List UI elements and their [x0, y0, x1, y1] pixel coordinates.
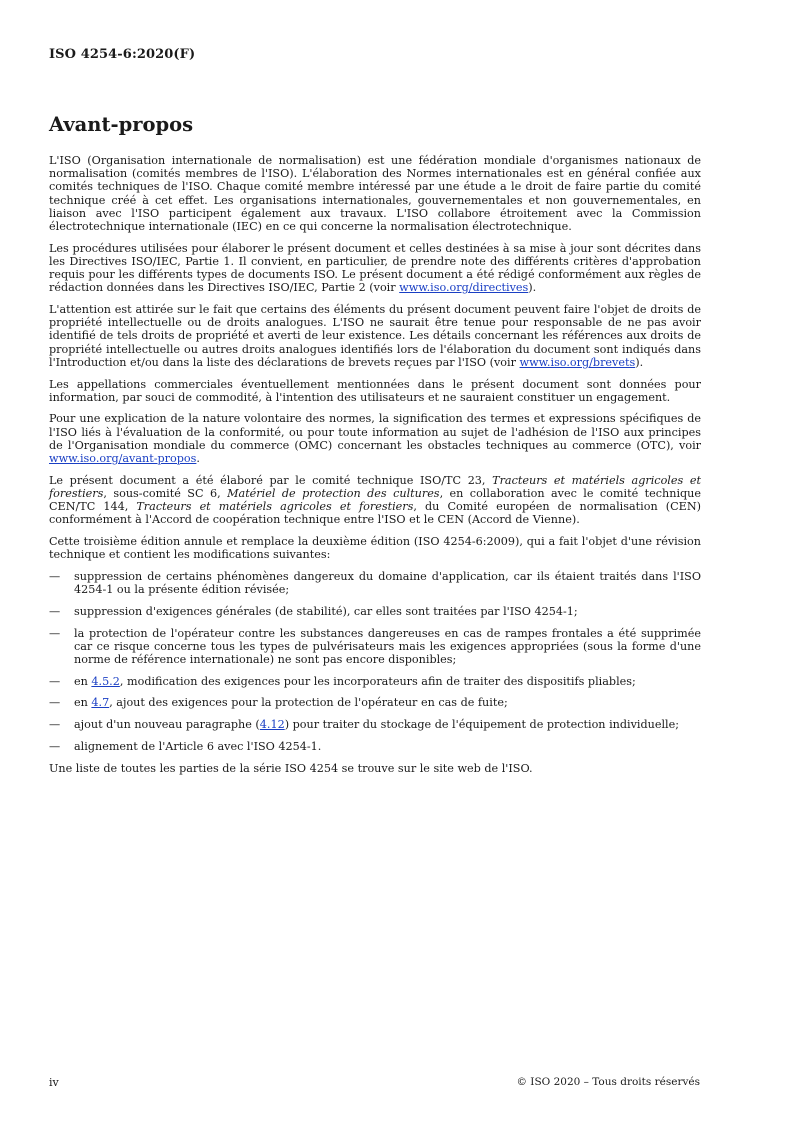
list-item [49, 570, 701, 596]
changes-list [49, 570, 701, 753]
list-item-pre: en [74, 674, 92, 688]
foreword-body [49, 154, 701, 783]
committee-title-sc6: Matériel de protection des cultures [227, 486, 440, 500]
paragraph-trade-names: Les appellations commerciales éventuellement mentionnées dans le présent document sont données pour information, par souci de commodité, à l'intention des utilisateurs et ne sauraient constituer un engagement. [49, 377, 701, 404]
dash-bullet: — [49, 604, 61, 618]
paragraph-procedures-text: Les procédures utilisées pour élaborer le présent document et celles destinées à sa mise à jour sont décrites dans les Directives ISO/IEC, Partie 1. Il convient, en particulier, de prendre note des différents critères d'approbation requis pour les différents types de documents ISO. Le présent document a été rédigé conformément aux règles de rédaction données dans les Directives ISO/IEC, Partie 2 (voir [49, 241, 701, 295]
dash-bullet: — [49, 626, 61, 640]
link-directives[interactable]: www.iso.org/directives [399, 281, 529, 295]
paragraph-procedures-end: ). [528, 281, 537, 295]
list-item [49, 696, 701, 709]
list-item-text: alignement de l'Article 6 avec l'ISO 4254-1. [74, 739, 322, 753]
paragraph-iso-intro: L'ISO (Organisation internationale de normalisation) est une fédération mondiale d'organismes nationaux de normalisation (comités membres de l'ISO). L'élaboration des Normes internationales est en général confiée aux comités techniques de l'ISO. Chaque comité membre intéressé par une étude a le droit de faire partie du comité technique créé à cet effet. Les organisations internationales, gouvernementales et non gouvernementales, en liaison avec l'ISO participent également aux travaux. L'ISO collabore étroitement avec la Commission électrotechnique internationale (IEC) en ce qui concerne la normalisation électrotechnique. [49, 154, 701, 234]
list-item-post: , ajout des exigences pour la protection de l'opérateur en cas de fuite; [109, 696, 508, 710]
link-clause-4-5-2[interactable]: 4.5.2 [91, 674, 120, 688]
paragraph-series-list: Une liste de toutes les parties de la série ISO 4254 se trouve sur le site web de l'ISO. [49, 761, 533, 775]
list-item-post: ) pour traiter du stockage de l'équipement de protection individuelle; [284, 718, 680, 732]
paragraph-patents [49, 303, 701, 369]
paragraph-patents-end: ). [635, 355, 644, 369]
dash-bullet: — [49, 739, 61, 753]
link-avant-propos[interactable]: www.iso.org/avant-propos [49, 452, 197, 466]
paragraph-procedures [49, 242, 701, 295]
link-brevets[interactable]: www.iso.org/brevets [519, 355, 636, 369]
link-clause-4-7[interactable]: 4.7 [91, 696, 110, 710]
paragraph-voluntary-text: Pour une explication de la nature volontaire des normes, la signification des termes et expressions spécifiques de l'ISO liés à l'évaluation de la conformité, ou pour toute information au sujet de l'adhésion de l'ISO aux principes de l'Organisation mondiale du commerce (OMC) concernant les obstacles techniques au commerce (OTC), voir [49, 412, 701, 452]
paragraph-voluntary-nature [49, 412, 701, 465]
dash-bullet: — [49, 674, 61, 688]
list-item-text: suppression de certains phénomènes dangereux du domaine d'application, car ils étaient traités dans l'ISO 4254-1 ou la présente édition révisée; [74, 569, 701, 597]
dash-bullet: — [49, 696, 61, 710]
list-item [49, 605, 701, 618]
dash-bullet: — [49, 569, 61, 583]
document-id-header: ISO 4254-6:2020(F) [49, 47, 196, 62]
list-item-text: la protection de l'opérateur contre les substances dangereuses en cas de rampes frontales a été supprimée car ce risque concerne tous les types de pulvérisateurs mais les exigences appropriées (sous la forme d'une norme de référence internationale) ne sont pas encore disponibles; [74, 626, 701, 666]
section-title: Avant-propos [49, 113, 194, 136]
list-item-pre: ajout d'un nouveau paragraphe ( [74, 718, 260, 732]
committee-text-g: , du Comité européen de normalisation (CEN) conformément à l'Accord de coopération technique entre l'ISO et le CEN (Accord de Vienne). [49, 500, 701, 527]
committee-text-c: , sous-comité SC 6, [103, 486, 228, 500]
committee-text-e: , en collaboration avec le comité technique CEN/TC 144, [49, 486, 702, 514]
link-clause-4-12[interactable]: 4.12 [259, 718, 285, 732]
list-item [49, 627, 701, 667]
paragraph-voluntary-end: . [196, 452, 200, 466]
list-item-text: suppression d'exigences générales (de stabilité), car elles sont traitées par l'ISO 4254-1; [74, 604, 578, 618]
list-item [49, 675, 701, 688]
copyright-notice: © ISO 2020 – Tous droits réservés [516, 1076, 700, 1088]
list-item [49, 718, 701, 731]
paragraph-patents-text: L'attention est attirée sur le fait que certains des éléments du présent document peuvent faire l'objet de droits de propriété intellectuelle ou de droits analogues. L'ISO ne saurait être tenue pour responsable de ne pas avoir identifié de tels droits de propriété et averti de leur existence. Les détails concernant les références aux droits de propriété intellectuelle ou autres droits analogues identifiés lors de l'élaboration du document sont indiqués dans l'Introduction et/ou dans la liste des déclarations de brevets reçues par l'ISO (voir [49, 303, 701, 369]
list-item [49, 740, 701, 753]
committee-text-a: Le présent document a été élaboré par le comité technique ISO/TC 23, [49, 473, 493, 487]
committee-title-tc144: Tracteurs et matériels agricoles et forestiers [136, 500, 414, 514]
page-number: iv [49, 1076, 59, 1089]
list-item-pre: en [74, 696, 92, 710]
committee-title-tc23: Tracteurs et matériels agricoles et forestiers [49, 473, 701, 500]
paragraph-committee [49, 474, 701, 527]
list-item-post: , modification des exigences pour les incorporateurs afin de traiter des dispositifs pliables; [119, 674, 636, 688]
paragraph-edition: Cette troisième édition annule et remplace la deuxième édition (ISO 4254-6:2009), qui a fait l'objet d'une révision technique et contient les modifications suivantes: [49, 535, 701, 562]
dash-bullet: — [49, 718, 61, 732]
